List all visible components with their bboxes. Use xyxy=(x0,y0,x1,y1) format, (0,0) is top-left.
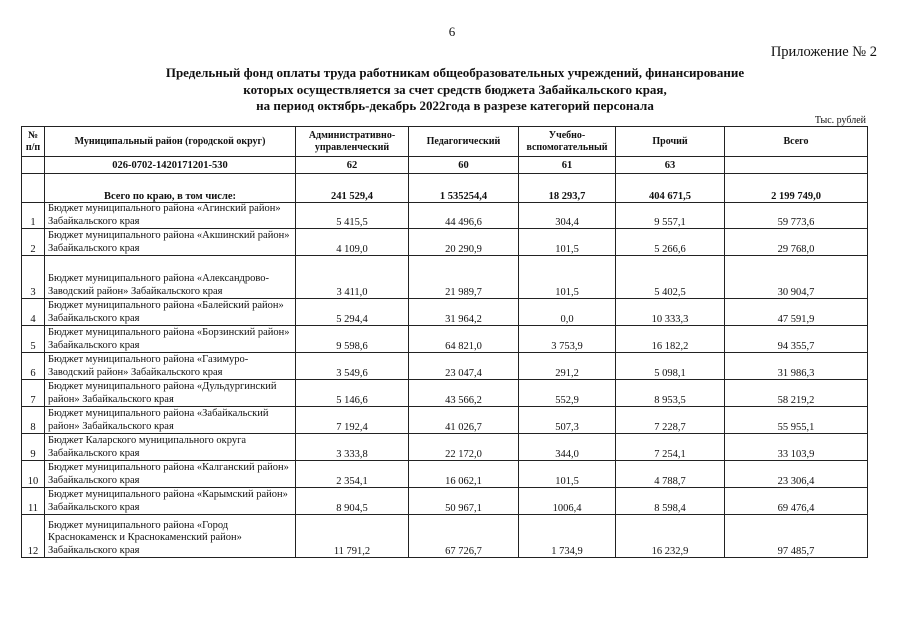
row-name: Бюджет муниципального района «Дульдургинский район» Забайкальского края xyxy=(45,380,296,407)
summary-label: Всего по краю, в том числе: xyxy=(45,174,296,203)
table-row xyxy=(22,488,868,515)
row-name: Бюджет муниципального района «Акшинский район» Забайкальского края xyxy=(45,229,296,256)
row-admin: 11 791,2 xyxy=(296,515,409,558)
code-num xyxy=(22,157,45,174)
row-admin: 9 598,6 xyxy=(296,326,409,353)
units-label: Тыс. рублей xyxy=(814,115,866,126)
row-number: 9 xyxy=(22,434,45,461)
row-number: 12 xyxy=(22,515,45,558)
row-other: 10 333,3 xyxy=(616,299,725,326)
table-row xyxy=(22,203,868,229)
row-total: 58 219,2 xyxy=(725,380,868,407)
table-row xyxy=(22,299,868,326)
table-row xyxy=(22,461,868,488)
row-ped: 23 047,4 xyxy=(409,353,519,380)
row-other: 8 598,4 xyxy=(616,488,725,515)
row-aux: 291,2 xyxy=(519,353,616,380)
row-admin: 3 549,6 xyxy=(296,353,409,380)
row-ped: 41 026,7 xyxy=(409,407,519,434)
row-number: 4 xyxy=(22,299,45,326)
row-admin: 4 109,0 xyxy=(296,229,409,256)
table-row xyxy=(22,407,868,434)
row-number: 10 xyxy=(22,461,45,488)
row-ped: 22 172,0 xyxy=(409,434,519,461)
summary-ped: 1 535254,4 xyxy=(409,174,519,203)
header-name: Муниципальный район (городской округ) xyxy=(45,127,296,157)
row-total: 47 591,9 xyxy=(725,299,868,326)
header-aux: Учебно-вспомогательный xyxy=(519,127,616,157)
row-ped: 43 566,2 xyxy=(409,380,519,407)
row-ped: 67 726,7 xyxy=(409,515,519,558)
row-aux: 304,4 xyxy=(519,203,616,229)
row-name: Бюджет муниципального района «Газимуро-Заводский район» Забайкальского края xyxy=(45,353,296,380)
code-total xyxy=(725,157,868,174)
row-admin: 7 192,4 xyxy=(296,407,409,434)
row-admin: 8 904,5 xyxy=(296,488,409,515)
row-aux: 1 734,9 xyxy=(519,515,616,558)
row-number: 6 xyxy=(22,353,45,380)
row-total: 97 485,7 xyxy=(725,515,868,558)
code-row xyxy=(22,157,868,174)
row-aux: 344,0 xyxy=(519,434,616,461)
title-line: Предельный фонд оплаты труда работникам общеобразовательных учреждений, финансирование xyxy=(165,65,745,80)
row-name: Бюджет муниципального района «Город Краснокаменск и Краснокаменский район» Забайкальского края xyxy=(45,515,296,558)
code-aux: 61 xyxy=(519,157,616,174)
row-aux: 1006,4 xyxy=(519,488,616,515)
summary-aux: 18 293,7 xyxy=(519,174,616,203)
row-ped: 31 964,2 xyxy=(409,299,519,326)
row-aux: 552,9 xyxy=(519,380,616,407)
row-admin: 5 146,6 xyxy=(296,380,409,407)
row-name: Бюджет муниципального района «Карымский район» Забайкальского края xyxy=(45,488,296,515)
row-number: 1 xyxy=(22,203,45,229)
header-admin: Административно-управленческий xyxy=(296,127,409,157)
page-number: 6 xyxy=(448,24,456,39)
row-number: 8 xyxy=(22,407,45,434)
row-name: Бюджет муниципального района «Агинский район» Забайкальского края xyxy=(45,203,296,229)
row-other: 8 953,5 xyxy=(616,380,725,407)
row-aux: 101,5 xyxy=(519,461,616,488)
row-other: 16 232,9 xyxy=(616,515,725,558)
row-name: Бюджет муниципального района «Балейский район» Забайкальского края xyxy=(45,299,296,326)
code-budget: 026-0702-1420171201-530 xyxy=(45,157,296,174)
table-row xyxy=(22,256,868,299)
row-aux: 3 753,9 xyxy=(519,326,616,353)
row-name: Бюджет муниципального района «Александрово-Заводский район» Забайкальского края xyxy=(45,256,296,299)
row-ped: 64 821,0 xyxy=(409,326,519,353)
row-other: 5 266,6 xyxy=(616,229,725,256)
table-row xyxy=(22,380,868,407)
row-aux: 101,5 xyxy=(519,256,616,299)
title-line: которых осуществляется за счет средств бюджета Забайкальского края, xyxy=(243,81,667,97)
summary-admin: 241 529,4 xyxy=(296,174,409,203)
row-total: 31 986,3 xyxy=(725,353,868,380)
row-name: Бюджет муниципального района «Борзинский район» Забайкальского края xyxy=(45,326,296,353)
row-number: 5 xyxy=(22,326,45,353)
appendix-label: Приложение № 2 xyxy=(770,44,877,60)
row-number: 7 xyxy=(22,380,45,407)
table-row xyxy=(22,434,868,461)
header-other: Прочий xyxy=(616,127,725,157)
row-total: 94 355,7 xyxy=(725,326,868,353)
row-ped: 50 967,1 xyxy=(409,488,519,515)
code-admin: 62 xyxy=(296,157,409,174)
row-total: 30 904,7 xyxy=(725,256,868,299)
row-total: 69 476,4 xyxy=(725,488,868,515)
table-row xyxy=(22,353,868,380)
row-other: 7 254,1 xyxy=(616,434,725,461)
table-row xyxy=(22,515,868,558)
row-number: 11 xyxy=(22,488,45,515)
row-other: 4 788,7 xyxy=(616,461,725,488)
row-number: 3 xyxy=(22,256,45,299)
row-ped: 44 496,6 xyxy=(409,203,519,229)
row-total: 29 768,0 xyxy=(725,229,868,256)
row-name: Бюджет муниципального района «Калганский район» Забайкальского края xyxy=(45,461,296,488)
document-title xyxy=(60,65,850,115)
row-number: 2 xyxy=(22,229,45,256)
row-admin: 3 333,8 xyxy=(296,434,409,461)
header-ped: Педагогический xyxy=(409,127,519,157)
summary-row xyxy=(22,174,868,203)
row-admin: 5 415,5 xyxy=(296,203,409,229)
row-admin: 2 354,1 xyxy=(296,461,409,488)
row-ped: 20 290,9 xyxy=(409,229,519,256)
table-row xyxy=(22,229,868,256)
row-ped: 16 062,1 xyxy=(409,461,519,488)
row-other: 5 098,1 xyxy=(616,353,725,380)
row-total: 55 955,1 xyxy=(725,407,868,434)
summary-other: 404 671,5 xyxy=(616,174,725,203)
row-other: 7 228,7 xyxy=(616,407,725,434)
code-other: 63 xyxy=(616,157,725,174)
row-ped: 21 989,7 xyxy=(409,256,519,299)
row-other: 5 402,5 xyxy=(616,256,725,299)
row-aux: 0,0 xyxy=(519,299,616,326)
row-total: 23 306,4 xyxy=(725,461,868,488)
table-header-row xyxy=(22,127,868,157)
row-other: 16 182,2 xyxy=(616,326,725,353)
row-name: Бюджет Каларского муниципального округа Забайкальского края xyxy=(45,434,296,461)
summary-total: 2 199 749,0 xyxy=(725,174,868,203)
code-ped: 60 xyxy=(409,157,519,174)
budget-table xyxy=(21,126,868,558)
header-total: Всего xyxy=(725,127,868,157)
row-total: 59 773,6 xyxy=(725,203,868,229)
row-other: 9 557,1 xyxy=(616,203,725,229)
row-admin: 3 411,0 xyxy=(296,256,409,299)
row-total: 33 103,9 xyxy=(725,434,868,461)
table-body xyxy=(22,127,868,558)
row-admin: 5 294,4 xyxy=(296,299,409,326)
title-line: на период октябрь-декабрь 2022года в разрезе категорий персонала xyxy=(256,98,654,113)
row-aux: 101,5 xyxy=(519,229,616,256)
table-row xyxy=(22,326,868,353)
row-name: Бюджет муниципального района «Забайкальский район» Забайкальского края xyxy=(45,407,296,434)
row-aux: 507,3 xyxy=(519,407,616,434)
header-num: № п/п xyxy=(22,127,45,157)
summary-num xyxy=(22,174,45,203)
